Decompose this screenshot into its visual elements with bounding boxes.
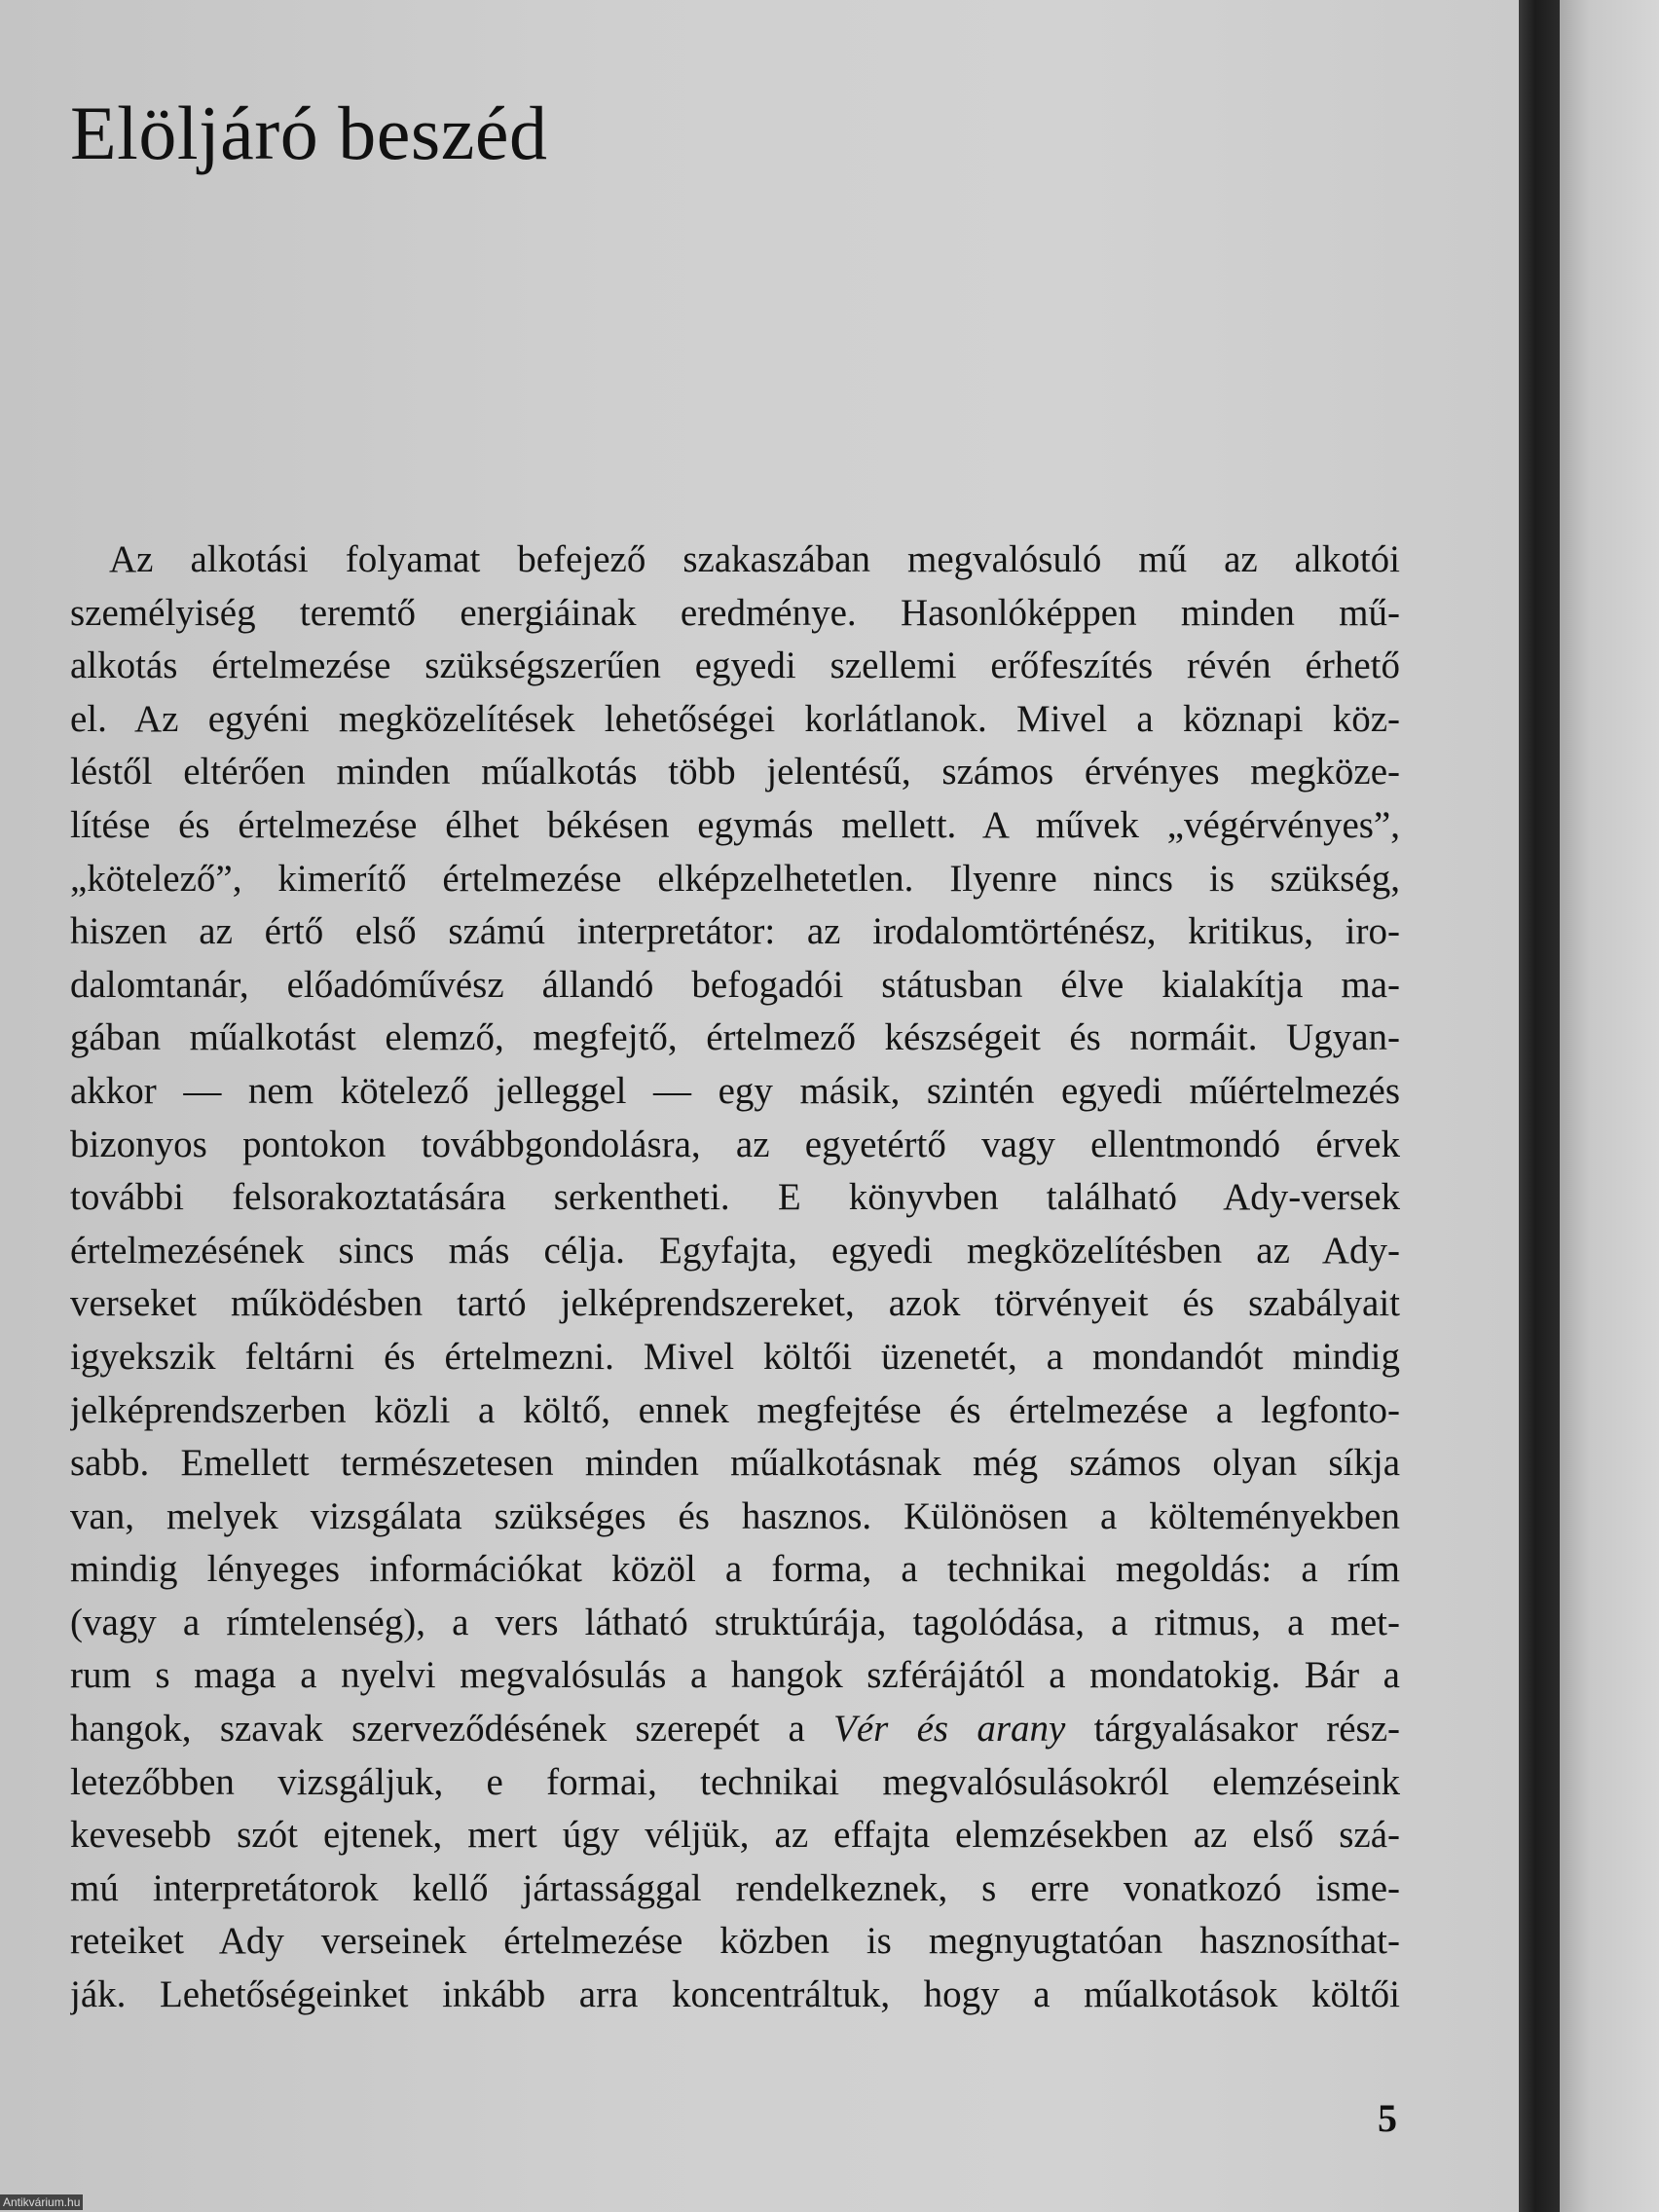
text-line: sabb. Emellett természetesen minden műalkotásnak még számos olyan síkja xyxy=(70,1442,1400,1485)
background-surface xyxy=(1560,0,1659,2212)
text-line: reteiket Ady verseinek értelmezése közben is megnyugtatóan hasznosíthat- xyxy=(70,1920,1400,1963)
text-line: mindig lényeges információkat közöl a forma, a technikai megoldás: a rím xyxy=(70,1548,1400,1591)
page-number: 5 xyxy=(1378,2096,1397,2140)
text-line: igyekszik feltárni és értelmezni. Mivel költői üzenetét, a mondandót mindig xyxy=(70,1335,1400,1378)
text-line: mú interpretátorok kellő jártassággal rendelkeznek, s erre vonatkozó isme- xyxy=(70,1866,1400,1909)
text-line: „kötelező”, kimerítő értelmezése elképzelhetetlen. Ilyenre nincs is szükség, xyxy=(70,857,1400,900)
text-line: verseket működésben tartó jelképrendszereket, azok törvényeit és szabályait xyxy=(70,1282,1400,1325)
text-line: gában műalkotást elemző, megfejtő, értelmező készségeit és normáit. Ugyan- xyxy=(70,1016,1400,1059)
text-line: bizonyos pontokon továbbgondolásra, az egyetértő vagy ellentmondó érvek xyxy=(70,1123,1400,1165)
text-line: dalomtanár, előadóművész állandó befogadói státusban élve kialakítja ma- xyxy=(70,963,1400,1006)
text-line: további felsorakoztatására serkentheti. E könyvben található Ady-versek xyxy=(70,1176,1400,1219)
text-line: hiszen az értő első számú interpretátor: az irodalomtörténész, kritikus, iro- xyxy=(70,910,1400,953)
text-line: ják. Lehetőségeinket inkább arra koncentráltuk, hogy a műalkotások költői xyxy=(70,1973,1400,2016)
text-line: letezőbben vizsgáljuk, e formai, technikai megvalósulásokról elemzéseink xyxy=(70,1760,1400,1803)
text-line: akkor — nem kötelező jelleggel — egy másik, szintén egyedi műértelmezés xyxy=(70,1069,1400,1112)
text-line: személyiség teremtő energiáinak eredménye. Hasonlóképpen minden mű- xyxy=(70,591,1400,634)
text-line: van, melyek vizsgálata szükséges és hasznos. Különösen a költeményekben xyxy=(70,1494,1400,1537)
italic-title: Vér és arany xyxy=(833,1708,1066,1751)
text-line: el. Az egyéni megközelítések lehetőségei korlátlanok. Mivel a köznapi köz- xyxy=(70,697,1400,740)
text-line: (vagy a rímtelenség), a vers látható struktúrája, tagolódása, a ritmus, a met- xyxy=(70,1601,1400,1643)
body-text xyxy=(70,534,1400,2022)
text-line: Az alkotási folyamat befejező szakaszában megvalósuló mű az alkotói xyxy=(109,538,1400,580)
chapter-heading: Elöljáró beszéd xyxy=(70,91,548,175)
text-line: jelképrendszerben közli a költő, ennek megfejtése és értelmezése a legfonto- xyxy=(70,1388,1400,1431)
text-line: alkotás értelmezése szükségszerűen egyedi szellemi erőfeszítés révén érhető xyxy=(70,645,1400,687)
watermark: Antikvárium.hu xyxy=(0,2194,83,2210)
text-line: hangok, szavak szerveződésének szerepét a Vér és arany tárgyalásakor rész- xyxy=(70,1708,1400,1751)
text-line: léstől eltérően minden műalkotás több jelentésű, számos érvényes megköze- xyxy=(70,751,1400,793)
book-spine-shadow xyxy=(1519,0,1560,2212)
text-line: értelmezésének sincs más célja. Egyfajta, egyedi megközelítésben az Ady- xyxy=(70,1229,1400,1272)
text-line: kevesebb szót ejtenek, mert úgy véljük, az effajta elemzésekben az első szá- xyxy=(70,1814,1400,1857)
text-line: rum s maga a nyelvi megvalósulás a hangok szférájától a mondatokig. Bár a xyxy=(70,1654,1400,1697)
text-line: lítése és értelmezése élhet békésen egymás mellett. A művek „végérvényes”, xyxy=(70,803,1400,846)
